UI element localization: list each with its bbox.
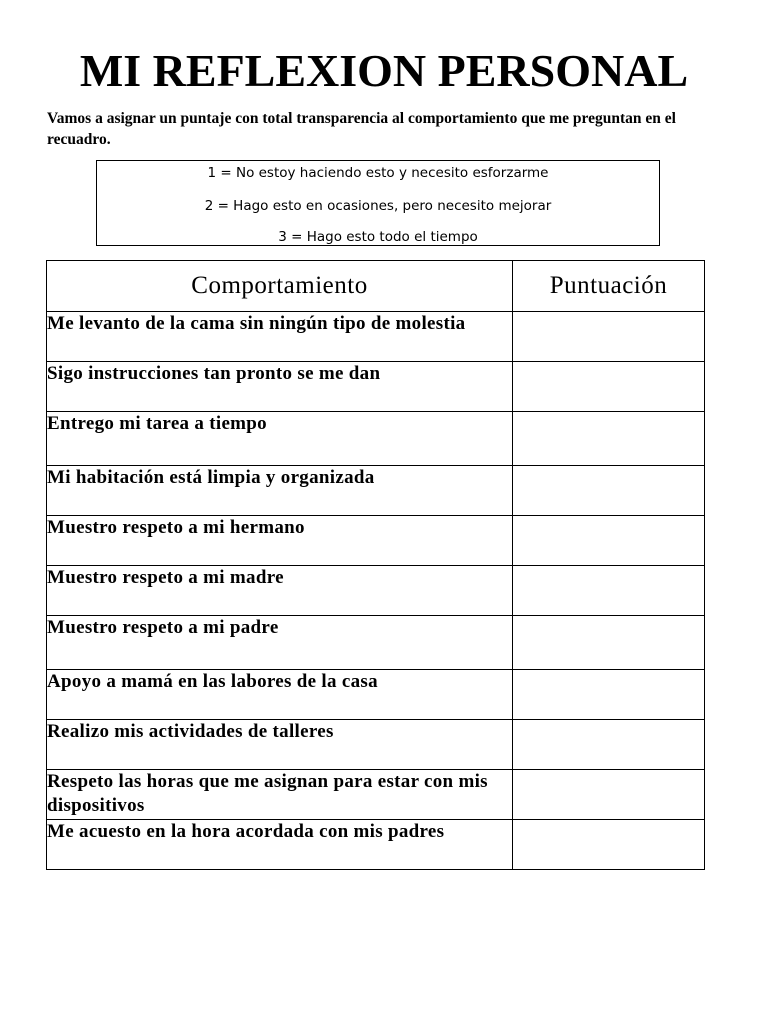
behavior-cell: Sigo instrucciones tan pronto se me dan <box>47 362 513 412</box>
score-legend-box <box>96 160 660 246</box>
header-behavior: Comportamiento <box>47 261 513 312</box>
score-cell[interactable] <box>513 566 705 616</box>
behavior-cell: Realizo mis actividades de talleres <box>47 720 513 770</box>
behavior-cell: Me acuesto en la hora acordada con mis padres <box>47 820 513 870</box>
score-cell[interactable] <box>513 670 705 720</box>
table-row <box>47 720 705 770</box>
table-row <box>47 820 705 870</box>
behavior-cell: Me levanto de la cama sin ningún tipo de molestia <box>47 312 513 362</box>
table-row <box>47 770 705 820</box>
behavior-cell: Muestro respeto a mi hermano <box>47 516 513 566</box>
legend-line-3: 3 = Hago esto todo el tiempo <box>278 229 478 245</box>
score-cell[interactable] <box>513 466 705 516</box>
table-row <box>47 362 705 412</box>
table-row <box>47 670 705 720</box>
page-title: MI REFLEXION PERSONAL <box>79 45 689 96</box>
table-row <box>47 466 705 516</box>
score-cell[interactable] <box>513 616 705 670</box>
behavior-cell: Muestro respeto a mi padre <box>47 616 513 670</box>
table-row <box>47 566 705 616</box>
table-header-row <box>47 261 705 312</box>
score-cell[interactable] <box>513 720 705 770</box>
legend-line-1: 1 = No estoy haciendo esto y necesito esforzarme <box>207 165 549 181</box>
behavior-cell: Apoyo a mamá en las labores de la casa <box>47 670 513 720</box>
score-cell[interactable] <box>513 516 705 566</box>
table-row <box>47 412 705 466</box>
instructions-text: Vamos a asignar un puntaje con total transparencia al comportamiento que me preguntan en el recuadro. <box>47 110 676 148</box>
header-score: Puntuación <box>513 261 705 312</box>
behavior-cell: Entrego mi tarea a tiempo <box>47 412 513 466</box>
score-cell[interactable] <box>513 312 705 362</box>
legend-line-2: 2 = Hago esto en ocasiones, pero necesito mejorar <box>204 198 552 214</box>
score-cell[interactable] <box>513 362 705 412</box>
behavior-score-table <box>46 260 705 870</box>
table-row <box>47 516 705 566</box>
score-cell[interactable] <box>513 770 705 820</box>
score-cell[interactable] <box>513 820 705 870</box>
table-row <box>47 616 705 670</box>
table-row <box>47 312 705 362</box>
behavior-cell: Mi habitación está limpia y organizada <box>47 466 513 516</box>
behavior-cell: Muestro respeto a mi madre <box>47 566 513 616</box>
score-cell[interactable] <box>513 412 705 466</box>
behavior-cell: Respeto las horas que me asignan para estar con mis dispositivos <box>47 770 513 820</box>
